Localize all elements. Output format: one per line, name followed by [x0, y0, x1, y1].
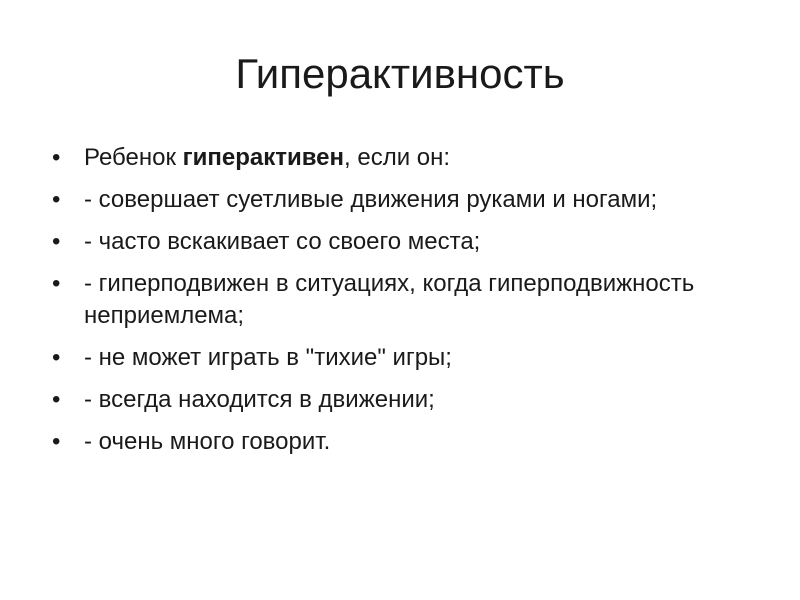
bullet-item-4	[52, 342, 752, 374]
bullet-item-3	[52, 268, 752, 332]
bullet-text: - совершает суетливые движения руками и ногами;	[84, 186, 658, 213]
bullet-dot-icon: •	[52, 344, 61, 371]
bullet-dot-icon: •	[52, 428, 61, 455]
bullet-dot-icon: •	[52, 270, 61, 297]
bullet-item-1	[52, 184, 752, 216]
bullet-text: - часто вскакивает со своего места;	[84, 228, 481, 255]
intro-prefix: Ребенок	[84, 144, 183, 171]
bullet-item-5	[52, 384, 752, 416]
bullet-text: - не может играть в "тихие" игры;	[84, 344, 452, 371]
bullet-dot-icon: •	[52, 228, 61, 255]
bullet-item-2	[52, 226, 752, 258]
slide-title: Гиперактивность	[235, 50, 565, 97]
bullet-dot-icon: •	[52, 386, 61, 413]
bullet-intro	[52, 142, 752, 174]
bullet-text: - всегда находится в движении;	[84, 386, 435, 413]
bullet-text: - очень много говорит.	[84, 428, 331, 455]
bullet-list	[52, 142, 752, 468]
bullet-dot-icon: •	[52, 144, 61, 171]
bullet-text: - гиперподвижен в ситуациях, когда гиперподвижность неприемлема;	[84, 270, 695, 329]
bullet-dot-icon: •	[52, 186, 61, 213]
intro-emphasis: гиперактивен	[182, 144, 345, 171]
intro-suffix: , если он:	[344, 144, 451, 171]
bullet-item-6	[52, 426, 752, 458]
